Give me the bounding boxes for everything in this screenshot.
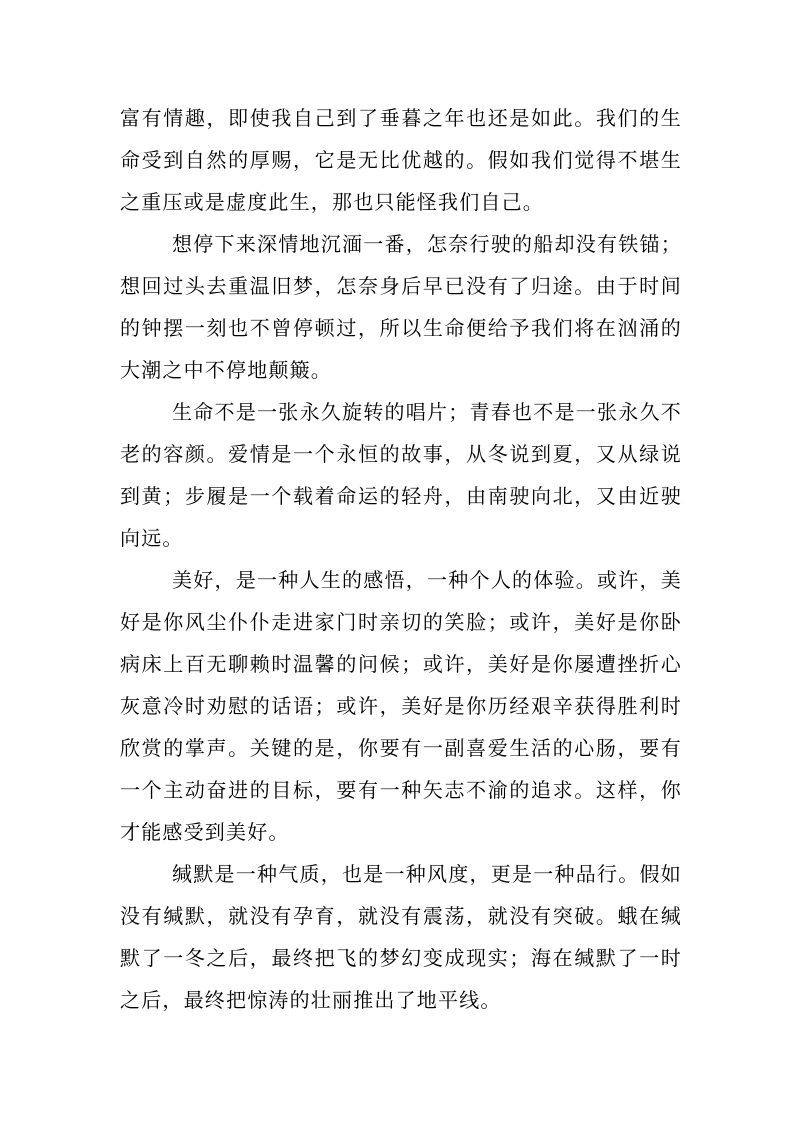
document-page: [120, 97, 682, 1021]
paragraph: 生命不是一张永久旋转的唱片；青春也不是一张永久不老的容颜。爱情是一个永恒的故事，从冬说到夏，又从绿说到黄；步履是一个载着命运的轻舟，由南驶向北，又由近驶向远。: [120, 400, 682, 550]
paragraph: 美好，是一种人生的感悟，一种个人的体验。或许，美好是你风尘仆仆走进家门时亲切的笑脸；或许，美好是你卧病床上百无聊赖时温馨的问候；或许，美好是你屡遭挫折心灰意冷时劝慰的话语；或许，美好是你历经艰辛获得胜利时欣赏的掌声。关键的是，你要有一副喜爱生活的心肠，要有一个主动奋进的目标，要有一种矢志不渝的追求。这样，你才能感受到美好。: [120, 568, 682, 844]
paragraph-continued: 富有情趣，即使我自己到了垂暮之年也还是如此。我们的生命受到自然的厚赐，它是无比优越的。假如我们觉得不堪生之重压或是虚度此生，那也只能怪我们自己。: [120, 106, 682, 214]
paragraph: 想停下来深情地沉湎一番，怎奈行驶的船却没有铁锚；想回过头去重温旧梦，怎奈身后早已没有了归途。由于时间的钟摆一刻也不曾停顿过，所以生命便给予我们将在汹涌的大潮之中不停地颠簸。: [120, 232, 682, 382]
paragraph: 缄默是一种气质，也是一种风度，更是一种品行。假如没有缄默，就没有孕育，就没有震荡，就没有突破。蛾在缄默了一冬之后，最终把飞的梦幻变成现实；海在缄默了一时之后，最终把惊涛的壮丽推出了地平线。: [120, 862, 682, 1012]
